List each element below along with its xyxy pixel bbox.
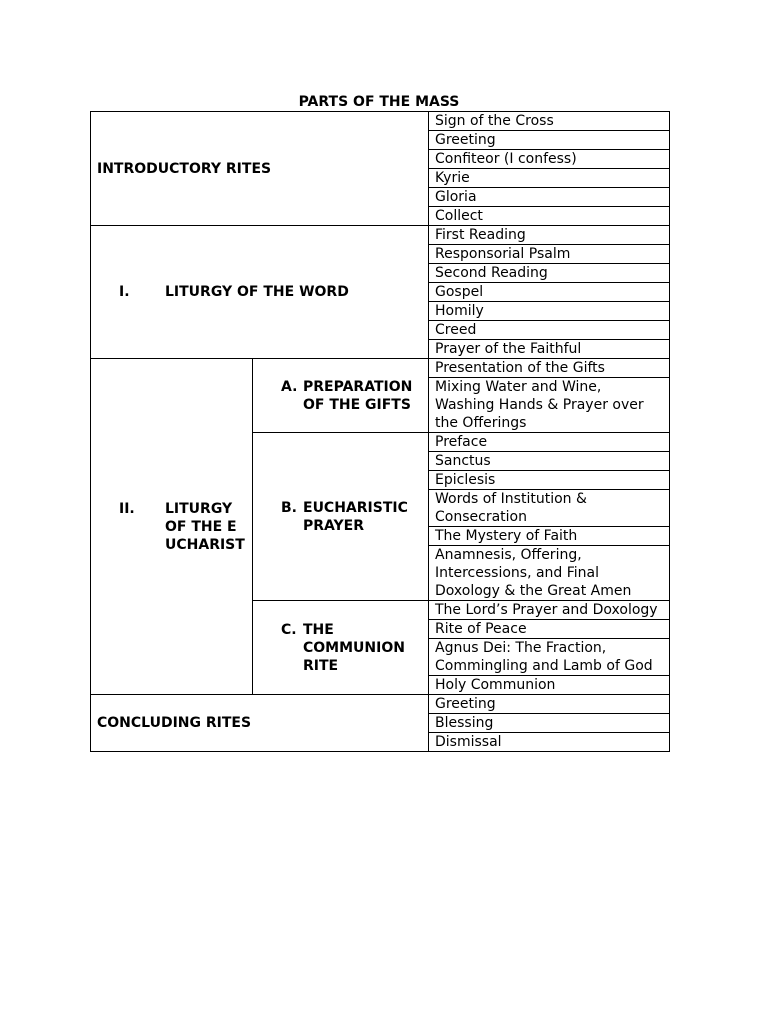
list-item: Homily xyxy=(429,302,670,321)
document-title: PARTS OF THE MASS xyxy=(298,94,460,110)
list-item: First Reading xyxy=(429,226,670,245)
introductory-rites-label: INTRODUCTORY RITES xyxy=(91,112,429,226)
list-item: Sign of the Cross xyxy=(429,112,670,131)
liturgy-of-eucharist-label: LITURGY OF THE EUCHARIST xyxy=(165,500,245,553)
section-number: I. xyxy=(119,284,130,300)
list-item: Rite of Peace xyxy=(429,620,670,639)
list-item: The Mystery of Faith xyxy=(429,527,670,546)
list-item: Greeting xyxy=(429,131,670,150)
table-row xyxy=(91,112,670,131)
list-item: Sanctus xyxy=(429,452,670,471)
subsection-letter: B. xyxy=(281,499,297,516)
list-item: Greeting xyxy=(429,695,670,714)
list-item: Presentation of the Gifts xyxy=(429,359,670,378)
eucharistic-prayer-cell xyxy=(253,433,429,601)
subsection-letter: C. xyxy=(281,621,297,638)
list-item: Agnus Dei: The Fraction, Commingling and Lamb of God xyxy=(429,639,670,676)
communion-rite-cell xyxy=(253,601,429,695)
list-item: Gospel xyxy=(429,283,670,302)
eucharistic-prayer-label: EUCHARISTIC PRAYER xyxy=(303,499,408,534)
list-item: Creed xyxy=(429,321,670,340)
list-item: Kyrie xyxy=(429,169,670,188)
table-row xyxy=(91,226,670,245)
concluding-rites-label: CONCLUDING RITES xyxy=(91,695,429,752)
list-item: Anamnesis, Offering, Intercessions, and Final Doxology & the Great Amen xyxy=(429,546,670,601)
list-item: Dismissal xyxy=(429,733,670,752)
preparation-of-gifts-cell xyxy=(253,359,429,433)
communion-rite-label: THE COMMUNION RITE xyxy=(303,621,405,674)
liturgy-of-word-label: LITURGY OF THE WORD xyxy=(165,284,349,300)
list-item: The Lord’s Prayer and Doxology xyxy=(429,601,670,620)
list-item: Epiclesis xyxy=(429,471,670,490)
list-item: Blessing xyxy=(429,714,670,733)
table-row xyxy=(91,359,670,378)
list-item: Mixing Water and Wine, Washing Hands & Prayer over the Offerings xyxy=(429,378,670,433)
list-item: Collect xyxy=(429,207,670,226)
table-row xyxy=(91,695,670,714)
parts-of-mass-table xyxy=(90,111,670,752)
list-item: Second Reading xyxy=(429,264,670,283)
list-item: Responsorial Psalm xyxy=(429,245,670,264)
liturgy-of-word-cell xyxy=(91,226,429,359)
subsection-letter: A. xyxy=(281,378,298,395)
list-item: Gloria xyxy=(429,188,670,207)
list-item: Confiteor (I confess) xyxy=(429,150,670,169)
liturgy-of-eucharist-cell xyxy=(91,359,253,695)
list-item: Words of Institution & Consecration xyxy=(429,490,670,527)
list-item: Holy Communion xyxy=(429,676,670,695)
preparation-of-gifts-label: PREPARATION OF THE GIFTS xyxy=(303,378,413,413)
list-item: Preface xyxy=(429,433,670,452)
section-number: II. xyxy=(119,500,135,517)
list-item: Prayer of the Faithful xyxy=(429,340,670,359)
